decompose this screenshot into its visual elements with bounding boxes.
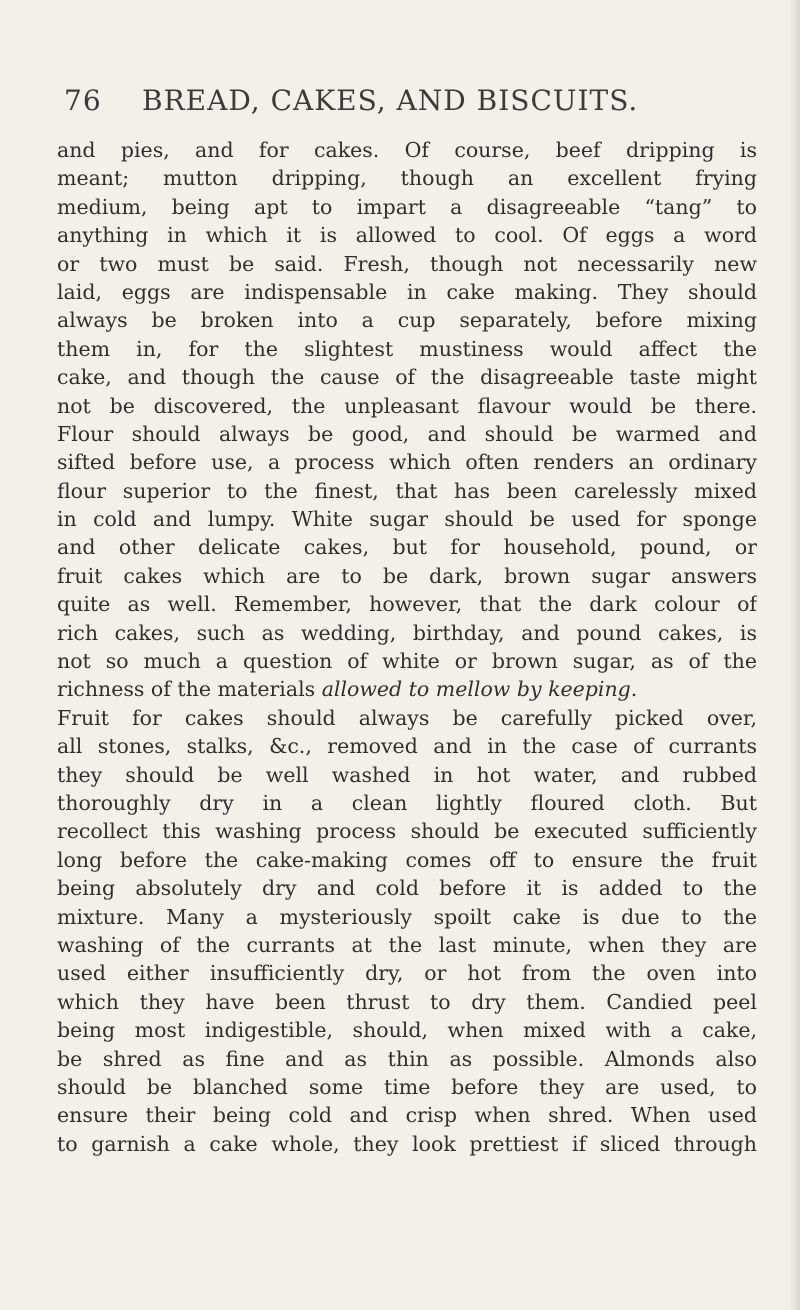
text-line: recollect this washing process should be executed sufficiently (57, 819, 757, 844)
text-line: long before the cake-making comes off to ensure the fruit (57, 847, 757, 872)
italic-phrase: allowed to mellow by keeping. (321, 677, 638, 702)
text-line: and pies, and for cakes. Of course, beef dripping is (57, 138, 757, 162)
text-line: should be blanched some time before they are used, to (57, 1074, 757, 1099)
text-line: being most indigestible, should, when mixed with a cake, (57, 1018, 757, 1043)
text-line: or two must be said. Fresh, though not necessarily new (57, 251, 757, 276)
text-line: to garnish a cake whole, they look prettiest if sliced through (57, 1131, 757, 1156)
text-line: washing of the currants at the last minute, when they are (57, 932, 757, 957)
text-line: all stones, stalks, &c., removed and in the case of currants (57, 734, 757, 759)
text-line: used either insufficiently dry, or hot from the oven into (57, 961, 757, 986)
text-line: and other delicate cakes, but for household, pound, or (57, 535, 757, 560)
text-line: Flour should always be good, and should be warmed and (57, 421, 757, 446)
text-line: meant; mutton dripping, though an excellent frying (57, 166, 757, 191)
page-number: 76 (64, 84, 102, 117)
text-line: medium, being apt to impart a disagreeable “tang” to (57, 194, 757, 219)
text-line: always be broken into a cup separately, before mixing (57, 308, 757, 333)
text-line: anything in which it is allowed to cool. Of eggs a word (57, 223, 757, 248)
running-title: BREAD, CAKES, AND BISCUITS. (142, 84, 639, 117)
text-line: they should be well washed in hot water, and rubbed (57, 762, 757, 787)
text-line: which they have been thrust to dry them. Candied peel (57, 989, 757, 1014)
text-line-with-italic (57, 675, 757, 703)
body-text (57, 136, 757, 1158)
text-line: not be discovered, the unpleasant flavour would be there. (57, 393, 757, 418)
text-line: ensure their being cold and crisp when shred. When used (57, 1103, 757, 1128)
text-line: cake, and though the cause of the disagreeable taste might (57, 365, 757, 390)
text-line: thoroughly dry in a clean lightly floured cloth. But (57, 790, 757, 815)
line-plain-part: richness of the materials (57, 677, 316, 702)
text-line: in cold and lumpy. White sugar should be used for sponge (57, 507, 757, 532)
text-line: Fruit for cakes should always be carefully picked over, (57, 705, 757, 730)
text-line: flour superior to the finest, that has been carelessly mixed (57, 478, 757, 503)
text-line: sifted before use, a process which often renders an ordinary (57, 450, 757, 475)
text-line: not so much a question of white or brown sugar, as of the (57, 649, 757, 674)
text-line: fruit cakes which are to be dark, brown sugar answers (57, 563, 757, 588)
text-line: rich cakes, such as wedding, birthday, and pound cakes, is (57, 620, 757, 645)
text-line: them in, for the slightest mustiness would affect the (57, 336, 757, 361)
text-line: quite as well. Remember, however, that the dark colour of (57, 592, 757, 617)
text-line: being absolutely dry and cold before it is added to the (57, 876, 757, 901)
text-line: laid, eggs are indispensable in cake making. They should (57, 279, 757, 304)
text-line: mixture. Many a mysteriously spoilt cake is due to the (57, 904, 757, 929)
page-edge-shadow (790, 0, 800, 1310)
text-line: be shred as fine and as thin as possible. Almonds also (57, 1046, 757, 1071)
